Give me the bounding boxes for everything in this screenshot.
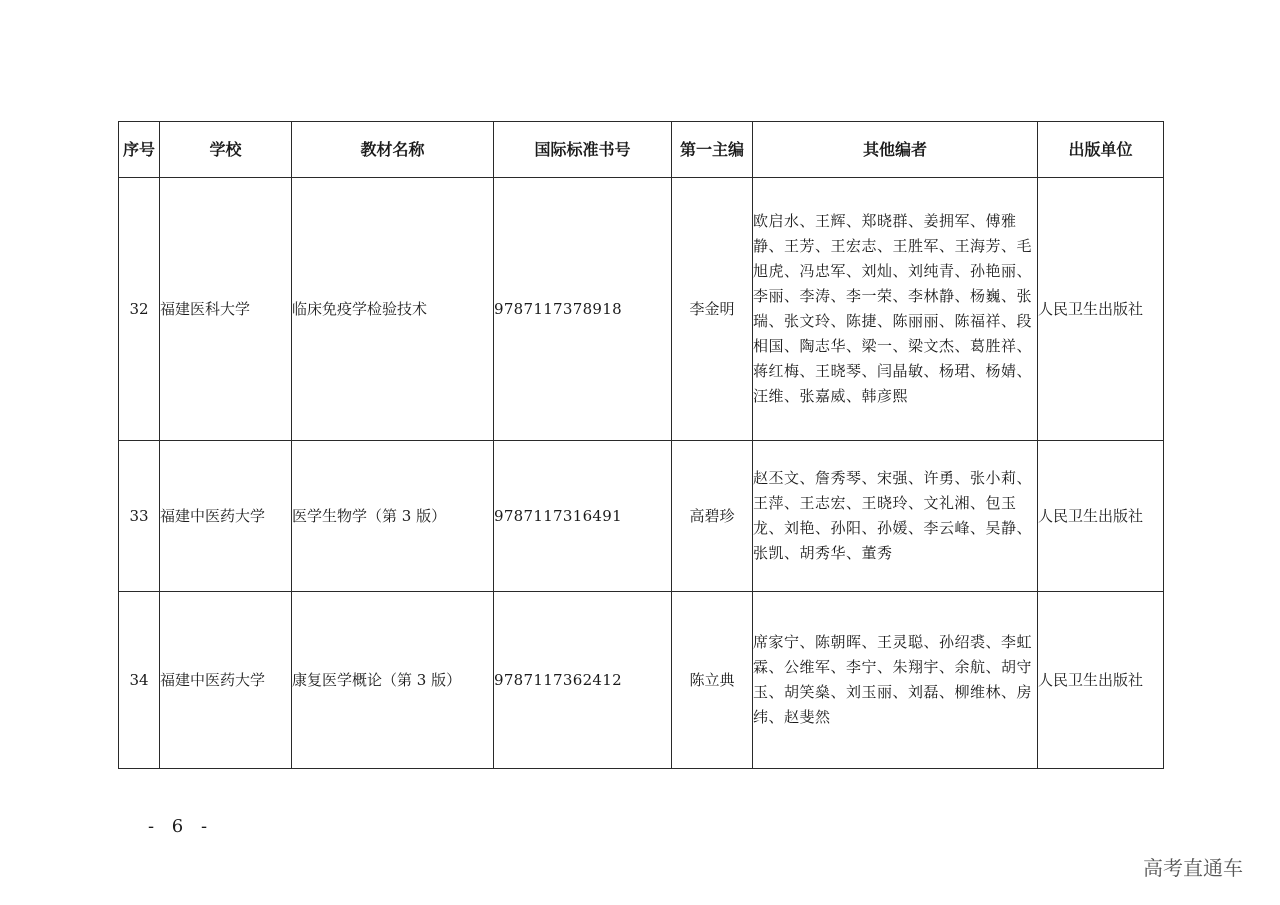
cell-chief-editor: 陈立典 <box>672 592 753 769</box>
cell-publisher: 人民卫生出版社 <box>1038 441 1164 592</box>
cell-isbn: 9787117362412 <box>494 592 672 769</box>
cell-publisher: 人民卫生出版社 <box>1038 592 1164 769</box>
header-isbn: 国际标准书号 <box>494 122 672 178</box>
cell-other-editors: 欧启水、王辉、郑晓群、姜拥军、傅雅静、王芳、王宏志、王胜军、王海芳、毛旭虎、冯忠军、刘灿、刘纯青、孙艳丽、李丽、李涛、李一荣、李林静、杨巍、张瑞、张文玲、陈捷、陈丽丽、陈福祥、段相国、陶志华、梁一、梁文杰、葛胜祥、蒋红梅、王晓琴、闫晶敏、杨珺、杨婧、汪维、张嘉威、韩彦熙 <box>753 178 1038 441</box>
header-school: 学校 <box>160 122 292 178</box>
textbook-table <box>118 121 1164 769</box>
page-number: - 6 - <box>148 816 214 837</box>
cell-school: 福建中医药大学 <box>160 592 292 769</box>
header-index: 序号 <box>119 122 160 178</box>
table-row <box>119 441 1164 592</box>
cell-index: 33 <box>119 441 160 592</box>
cell-other-editors: 席家宁、陈朝晖、王灵聪、孙绍裘、李虹霖、公维军、李宁、朱翔宇、余航、胡守玉、胡笑燊、刘玉丽、刘磊、柳维林、房纬、赵斐然 <box>753 592 1038 769</box>
cell-publisher: 人民卫生出版社 <box>1038 178 1164 441</box>
table-row <box>119 592 1164 769</box>
cell-other-editors: 赵丕文、詹秀琴、宋强、许勇、张小莉、王萍、王志宏、王晓玲、文礼湘、包玉龙、刘艳、孙阳、孙媛、李云峰、吴静、张凯、胡秀华、董秀 <box>753 441 1038 592</box>
header-publisher: 出版单位 <box>1038 122 1164 178</box>
cell-chief-editor: 高碧珍 <box>672 441 753 592</box>
cell-index: 32 <box>119 178 160 441</box>
cell-title: 医学生物学（第 3 版） <box>292 441 494 592</box>
cell-title: 康复医学概论（第 3 版） <box>292 592 494 769</box>
watermark-text: 高考直通车 <box>1143 856 1243 880</box>
table-header-row <box>119 122 1164 178</box>
cell-school: 福建中医药大学 <box>160 441 292 592</box>
cell-index: 34 <box>119 592 160 769</box>
header-other-editors: 其他编者 <box>753 122 1038 178</box>
header-title: 教材名称 <box>292 122 494 178</box>
cell-school: 福建医科大学 <box>160 178 292 441</box>
header-chief-editor: 第一主编 <box>672 122 753 178</box>
cell-chief-editor: 李金明 <box>672 178 753 441</box>
cell-isbn: 9787117378918 <box>494 178 672 441</box>
cell-title: 临床免疫学检验技术 <box>292 178 494 441</box>
cell-isbn: 9787117316491 <box>494 441 672 592</box>
table-row <box>119 178 1164 441</box>
